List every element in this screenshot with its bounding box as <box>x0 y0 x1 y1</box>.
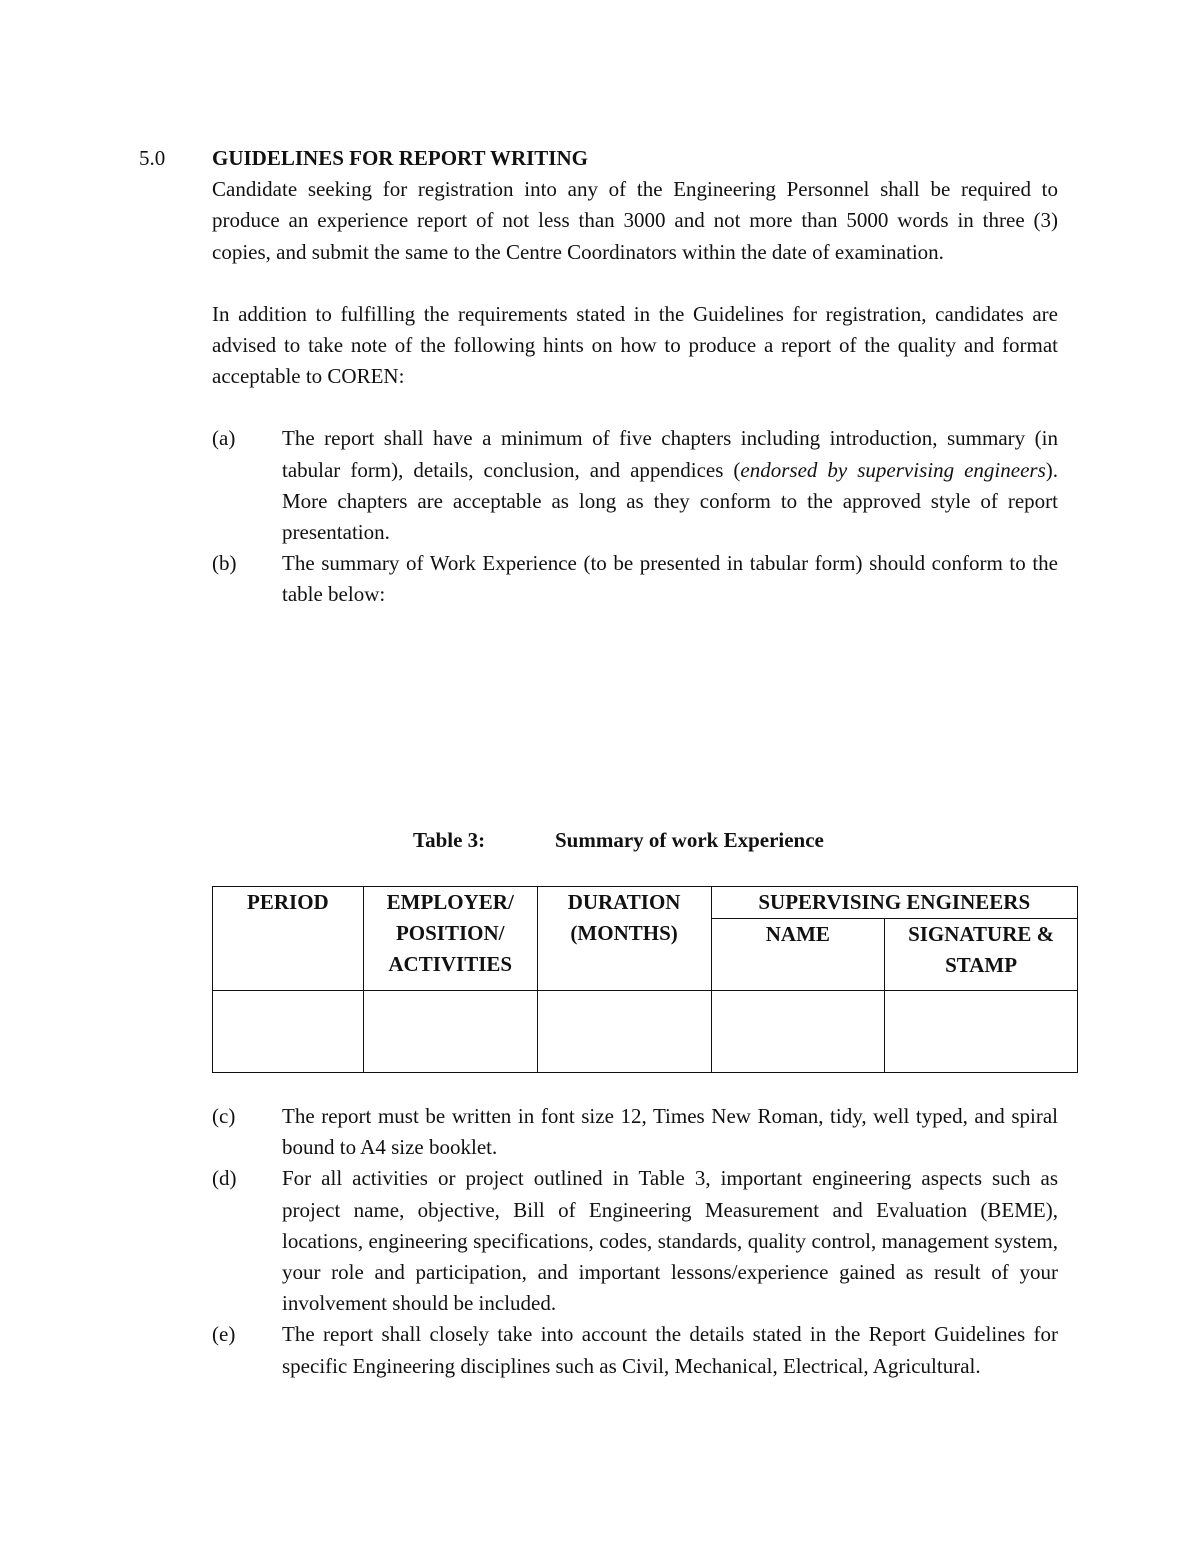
table-cell <box>213 991 364 1073</box>
list-item-emphasis: endorsed by supervising engineers <box>740 457 1046 482</box>
list-item-b <box>212 548 1058 610</box>
list-item-text: The report shall closely take into account the details stated in the Report Guidelines for specific Engineering disciplines such as Civil, Mechanical, Electrical, Agricultural. <box>282 1322 1058 1378</box>
list-item-label: (d) <box>212 1166 237 1191</box>
table-caption-title: Summary of work Experience <box>555 828 824 852</box>
bottom-list <box>212 1101 1058 1382</box>
list-item-text: For all activities or project outlined in Table 3, important engineering aspects such as project name, objective, Bill of Engineering Measurement and Evaluation (BEME), locations, engineering specifications, codes, standards, quality control, management system, your role and participation, and important lessons/experience gained as result of your involvement should be included. <box>282 1166 1058 1316</box>
table-caption-label: Table 3: <box>413 828 486 852</box>
table-cell <box>885 991 1078 1073</box>
section-number: 5.0 <box>139 146 166 170</box>
table-header-row <box>213 887 1078 919</box>
list-item-label: (a) <box>212 426 236 451</box>
list-item-text: The summary of Work Experience (to be presented in tabular form) should conform to the table below: <box>282 551 1058 607</box>
table-caption <box>413 825 824 856</box>
list-item-label: (b) <box>212 551 237 576</box>
header-period: PERIOD <box>213 887 364 991</box>
header-signature: SIGNATURE & STAMP <box>885 919 1078 991</box>
list-item-label: (c) <box>212 1104 236 1128</box>
table-row <box>213 991 1078 1073</box>
table-cell <box>363 991 537 1073</box>
table-cell <box>711 991 885 1073</box>
list-item-c <box>212 1101 1058 1163</box>
list-item-label: (e) <box>212 1322 236 1347</box>
work-experience-table <box>212 886 1078 1073</box>
header-supervising-engineers: SUPERVISING ENGINEERS <box>711 887 1078 919</box>
header-employer: EMPLOYER/ POSITION/ ACTIVITIES <box>363 887 537 991</box>
list-item-text-end: ). More chapters are acceptable as long as they conform to the approved style of report presentation. <box>282 457 1058 545</box>
table-cell <box>537 991 711 1073</box>
advice-paragraph: In addition to fulfilling the requirements stated in the Guidelines for registration, candidates are advised to take note of the following hints on how to produce a report of the quality and format acceptable to COREN: <box>212 301 1058 389</box>
header-name: NAME <box>711 919 885 991</box>
list-item-text: The report shall have a minimum of five chapters including introduction, summary (in tabular form), details, conclusion, and appendices ( <box>282 426 1058 482</box>
list-item-a <box>212 423 1058 548</box>
section-body <box>212 143 1058 611</box>
list-item-e <box>212 1319 1058 1381</box>
list-item-text: The report must be written in font size 12, Times New Roman, tidy, well typed, and spiral bound to A4 size booklet. <box>282 1104 1058 1160</box>
header-duration: DURATION (MONTHS) <box>537 887 711 991</box>
intro-paragraph: Candidate seeking for registration into any of the Engineering Personnel shall be required to produce an experience report of not less than 3000 and not more than 5000 words in three (3) copies, and submit the same to the Centre Coordinators within the date of examination. <box>212 177 1058 264</box>
section-title: GUIDELINES FOR REPORT WRITING <box>212 146 588 170</box>
list-item-d <box>212 1163 1058 1319</box>
